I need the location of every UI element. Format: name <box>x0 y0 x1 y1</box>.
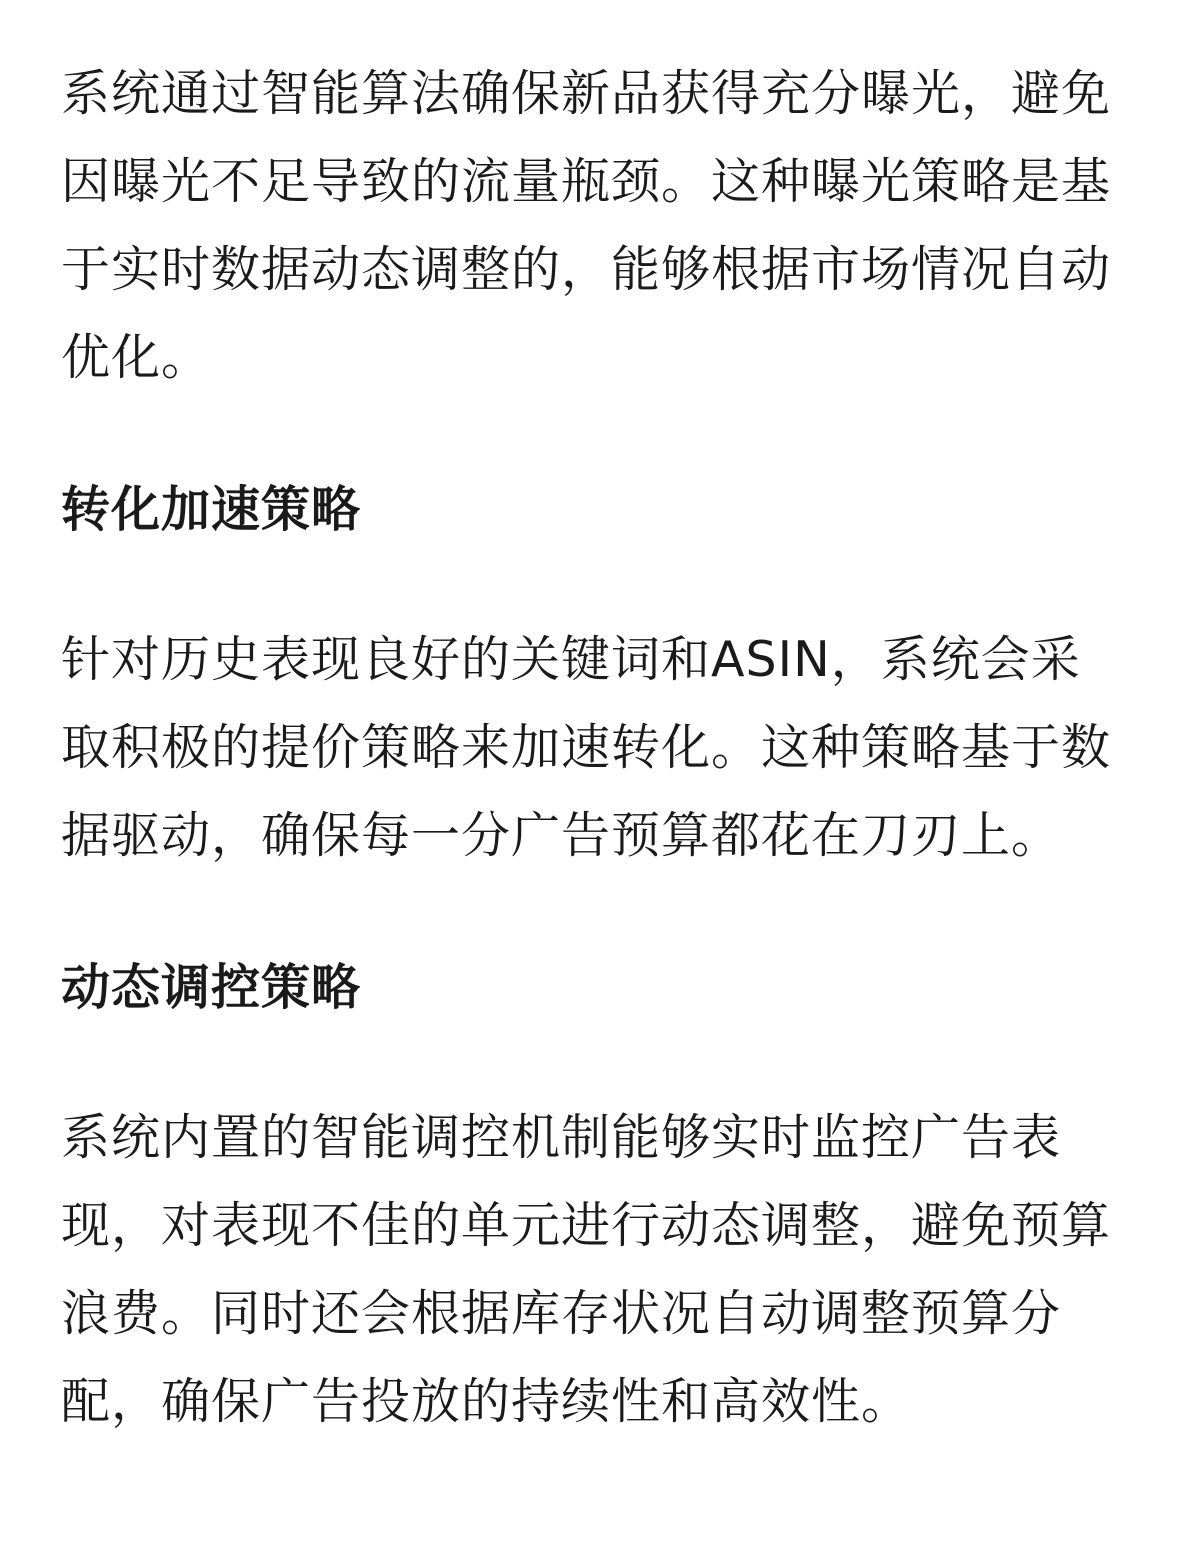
spacer <box>61 554 1123 616</box>
conversion-strategy-paragraph: 针对历史表现良好的关键词和ASIN，系统会采取积极的提价策略来加速转化。这种策略基于数据驱动，确保每一分广告预算都花在刀刃上。 <box>61 631 1112 864</box>
dynamic-control-heading: 动态调控策略 <box>61 959 362 1016</box>
conversion-strategy-heading: 转化加速策略 <box>61 481 362 538</box>
exposure-paragraph: 系统通过智能算法确保新品获得充分曝光，避免因曝光不足导致的流量瓶颈。这种曝光策略是基于实时数据动态调整的，能够根据市场情况自动优化。 <box>61 65 1112 386</box>
dynamic-control-paragraph: 系统内置的智能调控机制能够实时监控广告表现，对表现不佳的单元进行动态调整，避免预算浪费。同时还会根据库存状况自动调整预算分配，确保广告投放的持续性和高效性。 <box>61 1109 1112 1430</box>
spacer <box>61 402 1123 466</box>
spacer <box>61 1032 1123 1094</box>
spacer <box>61 880 1123 944</box>
article-body <box>61 50 1123 1446</box>
